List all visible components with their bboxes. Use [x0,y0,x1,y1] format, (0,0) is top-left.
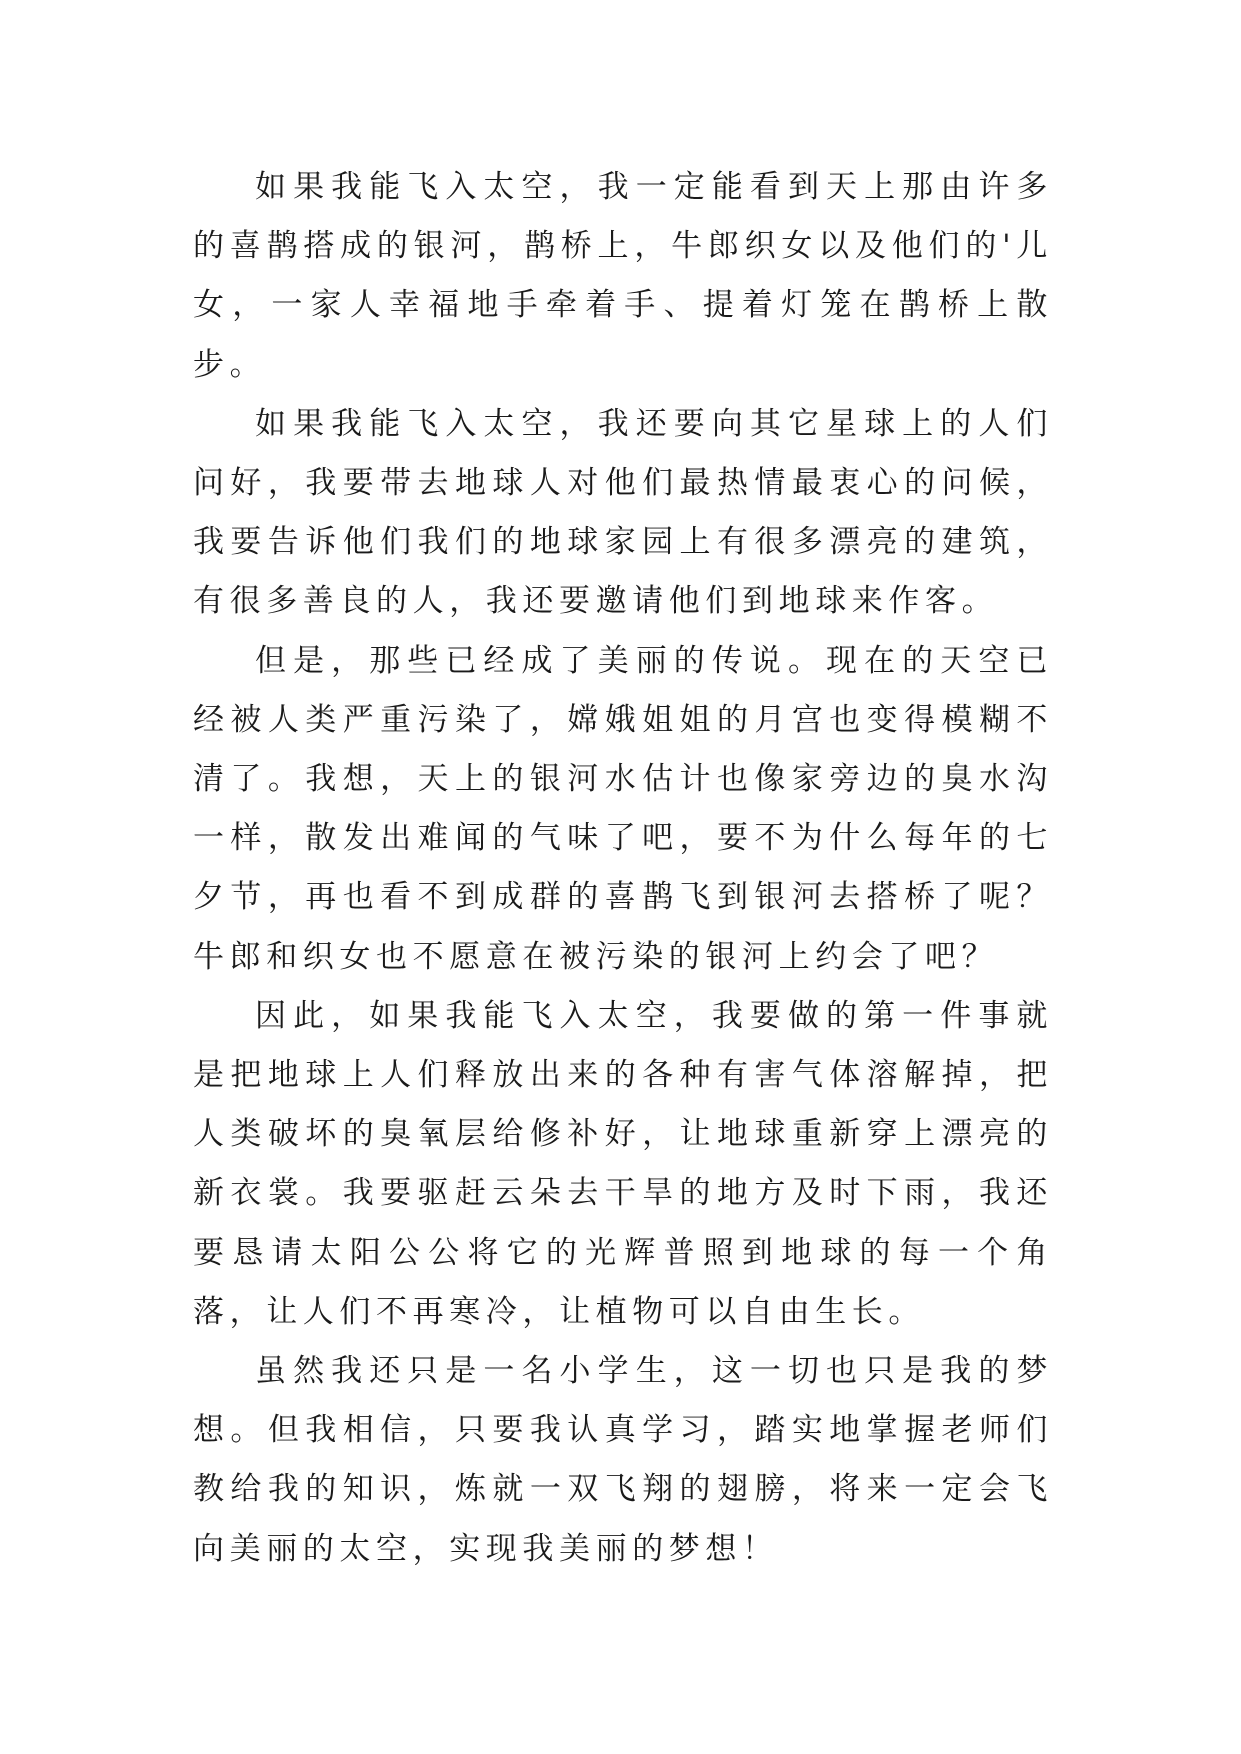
paragraph: 因此，如果我能飞入太空，我要做的第一件事就是把地球上人们释放出来的各种有害气体溶解掉，把人类破坏的臭氧层给修补好，让地球重新穿上漂亮的新衣裳。我要驱赶云朵去干旱的地方及时下雨，我还要恳请太阳公公将它的光辉普照到地球的每一个角落，让人们不再寒冷，让植物可以自由生长。 [193,997,1053,1330]
paragraph: 如果我能飞入太空，我还要向其它星球上的人们问好，我要带去地球人对他们最热情最衷心的问候，我要告诉他们我们的地球家园上有很多漂亮的建筑，有很多善良的人，我还要邀请他们到地球来作客。 [193,405,1053,620]
paragraph: 但是，那些已经成了美丽的传说。现在的天空已经被人类严重污染了，嫦娥姐姐的月宫也变得模糊不清了。我想，天上的银河水估计也像家旁边的臭水沟一样，散发出难闻的气味了吧，要不为什么每年的七夕节，再也看不到成群的喜鹊飞到银河去搭桥了呢？牛郎和织女也不愿意在被污染的银河上约会了吧？ [193,642,1053,975]
paragraph: 如果我能飞入太空，我一定能看到天上那由许多的喜鹊搭成的银河，鹊桥上，牛郎织女以及他们的'儿女，一家人幸福地手牵着手、提着灯笼在鹊桥上散步。 [193,169,1053,383]
document-body [193,158,1053,1579]
paragraph: 虽然我还只是一名小学生，这一切也只是我的梦想。但我相信，只要我认真学习，踏实地掌握老师们教给我的知识，炼就一双飞翔的翅膀，将来一定会飞向美丽的太空，实现我美丽的梦想！ [193,1353,1053,1567]
